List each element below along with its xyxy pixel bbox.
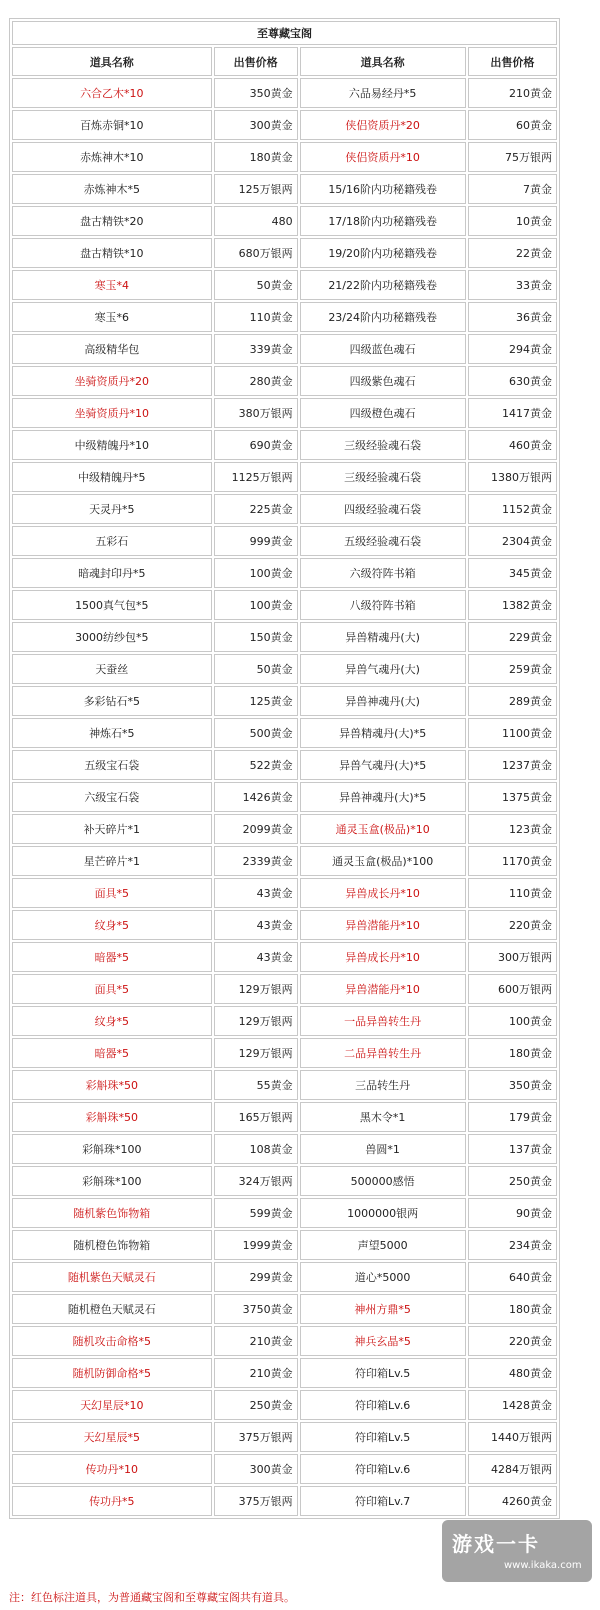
footnote: 注：红色标注道具，为普通藏宝阁和至尊藏宝阁共有道具。 bbox=[9, 1591, 295, 1604]
treasure-table bbox=[9, 18, 560, 1519]
item-name-left: 天幻星辰*10 bbox=[12, 1390, 212, 1420]
item-price-right: 1428黄金 bbox=[468, 1390, 557, 1420]
item-price-right: 90黄金 bbox=[468, 1198, 557, 1228]
item-name-left: 暗器*5 bbox=[12, 942, 212, 972]
table-row bbox=[12, 1294, 557, 1324]
item-price-left: 110黄金 bbox=[214, 302, 298, 332]
item-price-right: 110黄金 bbox=[468, 878, 557, 908]
item-price-right: 36黄金 bbox=[468, 302, 557, 332]
item-price-left: 380万银两 bbox=[214, 398, 298, 428]
item-name-right: 500000感悟 bbox=[300, 1166, 466, 1196]
item-price-right: 210黄金 bbox=[468, 78, 557, 108]
item-price-left: 300黄金 bbox=[214, 1454, 298, 1484]
item-price-right: 350黄金 bbox=[468, 1070, 557, 1100]
item-name-left: 随机防御命格*5 bbox=[12, 1358, 212, 1388]
item-price-left: 100黄金 bbox=[214, 590, 298, 620]
item-price-right: 259黄金 bbox=[468, 654, 557, 684]
item-name-right: 三级经验魂石袋 bbox=[300, 462, 466, 492]
item-price-right: 220黄金 bbox=[468, 1326, 557, 1356]
table-row bbox=[12, 206, 557, 236]
item-price-left: 43黄金 bbox=[214, 878, 298, 908]
item-price-right: 300万银两 bbox=[468, 942, 557, 972]
item-price-left: 125万银两 bbox=[214, 174, 298, 204]
item-price-right: 460黄金 bbox=[468, 430, 557, 460]
item-price-right: 33黄金 bbox=[468, 270, 557, 300]
item-name-left: 赤炼神木*10 bbox=[12, 142, 212, 172]
item-price-right: 1375黄金 bbox=[468, 782, 557, 812]
item-name-left: 传功丹*5 bbox=[12, 1486, 212, 1516]
item-price-right: 294黄金 bbox=[468, 334, 557, 364]
item-name-right: 道心*5000 bbox=[300, 1262, 466, 1292]
item-name-left: 天蚕丝 bbox=[12, 654, 212, 684]
table-row bbox=[12, 1262, 557, 1292]
item-name-right: 15/16阶内功秘籍残卷 bbox=[300, 174, 466, 204]
item-name-right: 黑木令*1 bbox=[300, 1102, 466, 1132]
item-name-left: 赤炼神木*5 bbox=[12, 174, 212, 204]
item-name-left: 中级精魄丹*5 bbox=[12, 462, 212, 492]
table-row bbox=[12, 1198, 557, 1228]
item-price-left: 108黄金 bbox=[214, 1134, 298, 1164]
item-price-right: 22黄金 bbox=[468, 238, 557, 268]
table-row bbox=[12, 1038, 557, 1068]
table-row bbox=[12, 366, 557, 396]
item-name-right: 异兽气魂丹(大) bbox=[300, 654, 466, 684]
item-price-left: 129万银两 bbox=[214, 1006, 298, 1036]
table-row bbox=[12, 1358, 557, 1388]
table-row bbox=[12, 622, 557, 652]
item-name-left: 3000纺纱包*5 bbox=[12, 622, 212, 652]
item-name-right: 侠侣资质丹*20 bbox=[300, 110, 466, 140]
item-name-right: 23/24阶内功秘籍残卷 bbox=[300, 302, 466, 332]
item-price-right: 75万银两 bbox=[468, 142, 557, 172]
item-name-right: 异兽神魂丹(大)*5 bbox=[300, 782, 466, 812]
item-name-left: 盘古精铁*10 bbox=[12, 238, 212, 268]
item-price-right: 630黄金 bbox=[468, 366, 557, 396]
table-row bbox=[12, 1454, 557, 1484]
item-name-right: 五级经验魂石袋 bbox=[300, 526, 466, 556]
item-price-right: 600万银两 bbox=[468, 974, 557, 1004]
item-name-left: 六合乙木*10 bbox=[12, 78, 212, 108]
item-name-left: 暗魂封印丹*5 bbox=[12, 558, 212, 588]
item-name-left: 寒玉*6 bbox=[12, 302, 212, 332]
item-price-left: 3750黄金 bbox=[214, 1294, 298, 1324]
item-name-right: 神兵玄晶*5 bbox=[300, 1326, 466, 1356]
item-price-left: 680万银两 bbox=[214, 238, 298, 268]
item-name-right: 符印箱Lv.5 bbox=[300, 1358, 466, 1388]
table-row bbox=[12, 1486, 557, 1516]
table-row bbox=[12, 1006, 557, 1036]
item-name-left: 随机橙色天赋灵石 bbox=[12, 1294, 212, 1324]
table-row bbox=[12, 750, 557, 780]
item-name-right: 声望5000 bbox=[300, 1230, 466, 1260]
item-price-left: 129万银两 bbox=[214, 974, 298, 1004]
table-row bbox=[12, 1134, 557, 1164]
item-price-left: 50黄金 bbox=[214, 654, 298, 684]
table-row bbox=[12, 142, 557, 172]
header-item-name-right: 道具名称 bbox=[300, 47, 466, 76]
item-price-left: 55黄金 bbox=[214, 1070, 298, 1100]
item-name-right: 21/22阶内功秘籍残卷 bbox=[300, 270, 466, 300]
item-price-right: 480黄金 bbox=[468, 1358, 557, 1388]
item-name-right: 四级经验魂石袋 bbox=[300, 494, 466, 524]
item-price-right: 100黄金 bbox=[468, 1006, 557, 1036]
item-name-left: 六级宝石袋 bbox=[12, 782, 212, 812]
table-row bbox=[12, 1390, 557, 1420]
item-name-right: 三级经验魂石袋 bbox=[300, 430, 466, 460]
item-name-right: 异兽潜能丹*10 bbox=[300, 910, 466, 940]
item-name-left: 随机紫色天赋灵石 bbox=[12, 1262, 212, 1292]
item-name-right: 异兽成长丹*10 bbox=[300, 878, 466, 908]
item-price-left: 522黄金 bbox=[214, 750, 298, 780]
table-row bbox=[12, 1102, 557, 1132]
item-name-left: 面具*5 bbox=[12, 878, 212, 908]
item-price-right: 1237黄金 bbox=[468, 750, 557, 780]
item-price-right: 345黄金 bbox=[468, 558, 557, 588]
item-name-left: 星芒碎片*1 bbox=[12, 846, 212, 876]
header-item-name-left: 道具名称 bbox=[12, 47, 212, 76]
item-price-right: 250黄金 bbox=[468, 1166, 557, 1196]
item-price-right: 1152黄金 bbox=[468, 494, 557, 524]
item-name-left: 寒玉*4 bbox=[12, 270, 212, 300]
item-price-right: 229黄金 bbox=[468, 622, 557, 652]
item-price-left: 690黄金 bbox=[214, 430, 298, 460]
item-price-left: 150黄金 bbox=[214, 622, 298, 652]
table-row bbox=[12, 398, 557, 428]
table-row bbox=[12, 782, 557, 812]
item-price-right: 123黄金 bbox=[468, 814, 557, 844]
table-row bbox=[12, 910, 557, 940]
item-name-right: 1000000银两 bbox=[300, 1198, 466, 1228]
item-price-right: 137黄金 bbox=[468, 1134, 557, 1164]
watermark-logo bbox=[442, 1520, 592, 1582]
table-row bbox=[12, 430, 557, 460]
item-name-left: 天幻星辰*5 bbox=[12, 1422, 212, 1452]
item-name-left: 百炼赤铜*10 bbox=[12, 110, 212, 140]
table-row bbox=[12, 1166, 557, 1196]
table-row bbox=[12, 718, 557, 748]
item-price-left: 165万银两 bbox=[214, 1102, 298, 1132]
item-name-right: 异兽潜能丹*10 bbox=[300, 974, 466, 1004]
item-price-right: 10黄金 bbox=[468, 206, 557, 236]
item-name-left: 随机橙色饰物箱 bbox=[12, 1230, 212, 1260]
item-name-left: 神炼石*5 bbox=[12, 718, 212, 748]
item-price-right: 220黄金 bbox=[468, 910, 557, 940]
item-price-left: 500黄金 bbox=[214, 718, 298, 748]
item-price-right: 180黄金 bbox=[468, 1038, 557, 1068]
item-name-right: 异兽精魂丹(大)*5 bbox=[300, 718, 466, 748]
item-name-right: 四级橙色魂石 bbox=[300, 398, 466, 428]
item-price-left: 100黄金 bbox=[214, 558, 298, 588]
item-price-left: 43黄金 bbox=[214, 942, 298, 972]
item-price-right: 4260黄金 bbox=[468, 1486, 557, 1516]
header-price-left: 出售价格 bbox=[214, 47, 298, 76]
item-price-right: 1170黄金 bbox=[468, 846, 557, 876]
item-price-right: 1382黄金 bbox=[468, 590, 557, 620]
item-price-left: 300黄金 bbox=[214, 110, 298, 140]
table-row bbox=[12, 1230, 557, 1260]
table-row bbox=[12, 494, 557, 524]
item-price-left: 999黄金 bbox=[214, 526, 298, 556]
item-price-left: 125黄金 bbox=[214, 686, 298, 716]
item-name-left: 随机紫色饰物箱 bbox=[12, 1198, 212, 1228]
item-name-right: 六品易经丹*5 bbox=[300, 78, 466, 108]
item-price-right: 234黄金 bbox=[468, 1230, 557, 1260]
item-name-left: 彩斛珠*50 bbox=[12, 1070, 212, 1100]
table-row bbox=[12, 558, 557, 588]
item-name-right: 六级符阵书箱 bbox=[300, 558, 466, 588]
item-name-right: 一品异兽转生丹 bbox=[300, 1006, 466, 1036]
table-row bbox=[12, 1326, 557, 1356]
item-price-right: 179黄金 bbox=[468, 1102, 557, 1132]
item-name-left: 彩斛珠*100 bbox=[12, 1166, 212, 1196]
item-price-right: 60黄金 bbox=[468, 110, 557, 140]
table-row bbox=[12, 110, 557, 140]
table-row bbox=[12, 814, 557, 844]
table-row bbox=[12, 270, 557, 300]
item-name-left: 多彩钻石*5 bbox=[12, 686, 212, 716]
item-price-right: 180黄金 bbox=[468, 1294, 557, 1324]
item-name-right: 17/18阶内功秘籍残卷 bbox=[300, 206, 466, 236]
item-price-left: 280黄金 bbox=[214, 366, 298, 396]
item-name-right: 异兽精魂丹(大) bbox=[300, 622, 466, 652]
item-name-left: 彩斛珠*100 bbox=[12, 1134, 212, 1164]
table-row bbox=[12, 78, 557, 108]
item-price-left: 375万银两 bbox=[214, 1486, 298, 1516]
item-name-left: 坐骑资质丹*20 bbox=[12, 366, 212, 396]
header-price-right: 出售价格 bbox=[468, 47, 557, 76]
item-name-right: 通灵玉盒(极品)*100 bbox=[300, 846, 466, 876]
table-row bbox=[12, 526, 557, 556]
item-price-right: 1380万银两 bbox=[468, 462, 557, 492]
item-price-right: 1100黄金 bbox=[468, 718, 557, 748]
item-name-right: 符印箱Lv.5 bbox=[300, 1422, 466, 1452]
item-name-left: 补天碎片*1 bbox=[12, 814, 212, 844]
item-price-left: 1999黄金 bbox=[214, 1230, 298, 1260]
item-name-left: 高级精华包 bbox=[12, 334, 212, 364]
item-price-right: 4284万银两 bbox=[468, 1454, 557, 1484]
item-price-left: 375万银两 bbox=[214, 1422, 298, 1452]
table-row bbox=[12, 238, 557, 268]
item-price-left: 480 bbox=[214, 206, 298, 236]
item-price-left: 180黄金 bbox=[214, 142, 298, 172]
item-name-left: 纹身*5 bbox=[12, 910, 212, 940]
table-row bbox=[12, 590, 557, 620]
item-name-left: 传功丹*10 bbox=[12, 1454, 212, 1484]
item-name-right: 兽圆*1 bbox=[300, 1134, 466, 1164]
item-name-left: 天灵丹*5 bbox=[12, 494, 212, 524]
item-name-right: 通灵玉盒(极品)*10 bbox=[300, 814, 466, 844]
item-name-right: 四级紫色魂石 bbox=[300, 366, 466, 396]
item-name-right: 四级蓝色魂石 bbox=[300, 334, 466, 364]
title-row bbox=[12, 21, 557, 45]
item-price-right: 289黄金 bbox=[468, 686, 557, 716]
item-name-right: 异兽成长丹*10 bbox=[300, 942, 466, 972]
item-price-left: 350黄金 bbox=[214, 78, 298, 108]
item-name-left: 面具*5 bbox=[12, 974, 212, 1004]
item-price-left: 2339黄金 bbox=[214, 846, 298, 876]
item-name-left: 暗器*5 bbox=[12, 1038, 212, 1068]
item-name-left: 中级精魄丹*10 bbox=[12, 430, 212, 460]
item-name-left: 五级宝石袋 bbox=[12, 750, 212, 780]
item-name-left: 坐骑资质丹*10 bbox=[12, 398, 212, 428]
item-name-right: 符印箱Lv.6 bbox=[300, 1390, 466, 1420]
table-row bbox=[12, 974, 557, 1004]
item-name-right: 符印箱Lv.6 bbox=[300, 1454, 466, 1484]
item-name-left: 随机攻击命格*5 bbox=[12, 1326, 212, 1356]
item-price-left: 50黄金 bbox=[214, 270, 298, 300]
item-name-left: 彩斛珠*50 bbox=[12, 1102, 212, 1132]
item-price-left: 1125万银两 bbox=[214, 462, 298, 492]
table-row bbox=[12, 1422, 557, 1452]
item-price-left: 43黄金 bbox=[214, 910, 298, 940]
item-name-right: 异兽神魂丹(大) bbox=[300, 686, 466, 716]
item-name-left: 纹身*5 bbox=[12, 1006, 212, 1036]
item-name-right: 八级符阵书箱 bbox=[300, 590, 466, 620]
item-name-left: 1500真气包*5 bbox=[12, 590, 212, 620]
watermark-site: www.ikaka.com bbox=[504, 1560, 582, 1571]
item-price-left: 250黄金 bbox=[214, 1390, 298, 1420]
item-price-left: 324万银两 bbox=[214, 1166, 298, 1196]
watermark-brand: 游戏一卡 bbox=[452, 1532, 540, 1556]
table-row bbox=[12, 654, 557, 684]
item-name-left: 盘古精铁*20 bbox=[12, 206, 212, 236]
table-row bbox=[12, 462, 557, 492]
table-row bbox=[12, 878, 557, 908]
item-price-left: 210黄金 bbox=[214, 1326, 298, 1356]
shop-table-container bbox=[9, 18, 560, 1519]
item-price-right: 1440万银两 bbox=[468, 1422, 557, 1452]
item-price-right: 7黄金 bbox=[468, 174, 557, 204]
item-name-right: 异兽气魂丹(大)*5 bbox=[300, 750, 466, 780]
header-row bbox=[12, 47, 557, 76]
item-price-left: 599黄金 bbox=[214, 1198, 298, 1228]
item-price-right: 2304黄金 bbox=[468, 526, 557, 556]
item-price-left: 299黄金 bbox=[214, 1262, 298, 1292]
item-price-right: 640黄金 bbox=[468, 1262, 557, 1292]
item-price-left: 210黄金 bbox=[214, 1358, 298, 1388]
item-price-left: 2099黄金 bbox=[214, 814, 298, 844]
item-name-right: 侠侣资质丹*10 bbox=[300, 142, 466, 172]
item-name-left: 五彩石 bbox=[12, 526, 212, 556]
item-price-left: 129万银两 bbox=[214, 1038, 298, 1068]
table-row bbox=[12, 1070, 557, 1100]
item-name-right: 三品转生丹 bbox=[300, 1070, 466, 1100]
item-name-right: 神州方鼎*5 bbox=[300, 1294, 466, 1324]
table-row bbox=[12, 334, 557, 364]
table-row bbox=[12, 686, 557, 716]
table-row bbox=[12, 846, 557, 876]
table-row bbox=[12, 174, 557, 204]
item-price-left: 339黄金 bbox=[214, 334, 298, 364]
item-name-right: 符印箱Lv.7 bbox=[300, 1486, 466, 1516]
item-name-right: 二品异兽转生丹 bbox=[300, 1038, 466, 1068]
table-row bbox=[12, 302, 557, 332]
item-price-left: 225黄金 bbox=[214, 494, 298, 524]
table-row bbox=[12, 942, 557, 972]
table-title: 至尊藏宝阁 bbox=[12, 21, 557, 45]
item-price-left: 1426黄金 bbox=[214, 782, 298, 812]
item-price-right: 1417黄金 bbox=[468, 398, 557, 428]
item-name-right: 19/20阶内功秘籍残卷 bbox=[300, 238, 466, 268]
